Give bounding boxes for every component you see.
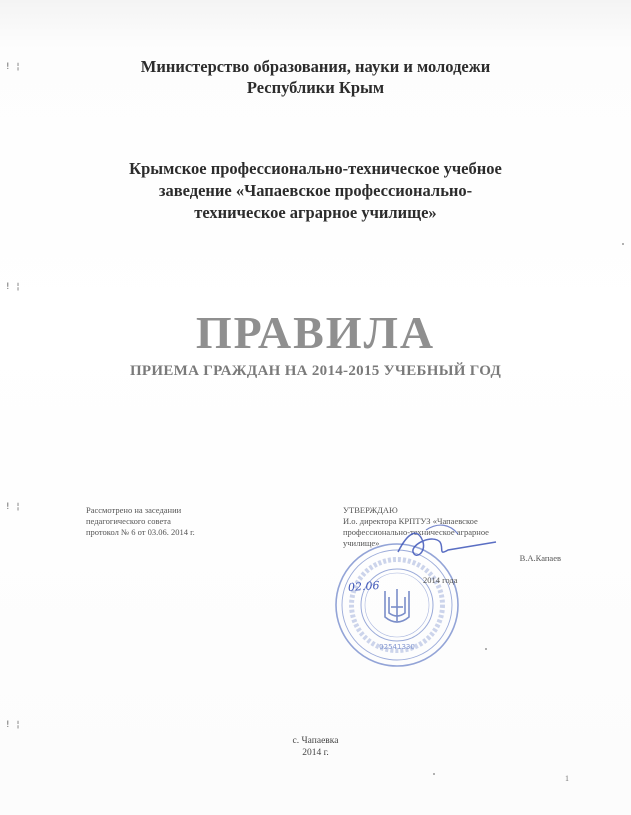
- approval-line-2: профессионально-техническое аграрное: [343, 527, 489, 537]
- approval-line-3: училище»: [343, 538, 380, 548]
- binding-hole-mark: ! ¦: [6, 62, 22, 72]
- institution-name: [0, 158, 631, 224]
- footer-year: 2014 г.: [302, 748, 329, 758]
- scan-speck: [622, 243, 624, 245]
- institution-line-2: заведение «Чапаевское профессионально-: [158, 181, 473, 200]
- handwritten-signature: [378, 512, 508, 572]
- scan-speck: [485, 648, 487, 650]
- binding-hole-mark: ! ¦: [6, 720, 22, 730]
- approval-heading: УТВЕРЖДАЮ: [343, 505, 398, 515]
- ministry-line-2: Республики Крым: [246, 78, 385, 97]
- coat-of-arms-icon: [385, 589, 409, 622]
- scan-speck: [433, 773, 435, 775]
- ministry-header: [0, 56, 631, 98]
- council-review-block: [86, 505, 195, 538]
- footer-city: с. Чапаевка: [292, 736, 339, 746]
- review-line-3: протокол № 6 от 03.06. 2014 г.: [86, 527, 195, 537]
- handwritten-date: 02.06: [347, 578, 380, 595]
- page-number: 1: [565, 774, 569, 783]
- approval-line-1: И.о. директора КРПТУЗ «Чапаевское: [343, 516, 478, 526]
- signer-name: В.А.Капаев: [519, 553, 561, 563]
- review-line-2: педагогического совета: [86, 516, 171, 526]
- review-line-1: Рассмотрено на заседании: [86, 505, 182, 515]
- ministry-line-1: Министерство образования, науки и молодежи: [140, 57, 491, 76]
- document-subtitle: ПРИЕМА ГРАЖДАН НА 2014-2015 УЧЕБНЫЙ ГОД: [129, 363, 502, 379]
- binding-hole-mark: ! ¦: [6, 282, 22, 292]
- approval-date-suffix: 2014 года: [423, 575, 458, 585]
- institution-line-3: техническое аграрное училище»: [194, 203, 437, 222]
- document-title: ПРАВИЛА: [195, 307, 436, 358]
- seal-code: 02541330: [379, 643, 415, 651]
- footer-place-year: [0, 735, 631, 759]
- binding-hole-mark: ! ¦: [6, 502, 22, 512]
- institution-line-1: Крымское профессионально-техническое учебное: [129, 159, 502, 178]
